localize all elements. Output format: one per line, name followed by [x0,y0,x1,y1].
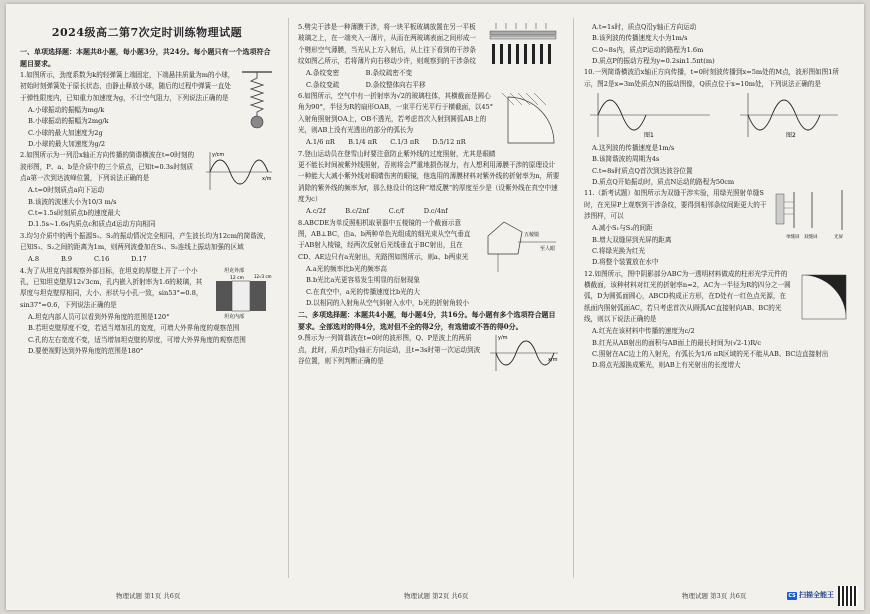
slit-label-screen: 光屏 [834,235,843,241]
question-9: x/m y/m 9.图示为一列简谐波在t=0时的波形图，Q、P是波上的两质点，此时，质点P沿y轴正方向运动，且t=3s时第一次运动到波谷位置，则下列判断正确的是 [298,333,560,367]
slit-label-single: 单缝屏 [786,235,800,241]
svg-text:y/m: y/m [498,335,508,342]
question-3: 3.均匀介质中的两个振源S₁、S₂的振动情况完全相同，产生波长均为12cm的简谐波，已知S₁、S₂之间的距离为1m，则两列波叠加在S₁、S₂连线上振动加强的区域 [20,231,270,251]
q10-option-d: D.质点Q开始振动时，质点N运动的路程为50cm [592,177,735,186]
tank-wall-figure [210,266,274,320]
q4-option-c: C.孔的左右宽度不变，适当增加坦克壁的厚度，可增大外界角度的观察范围 [28,335,246,344]
question-6: 6.如图所示，空气中有一折射率为√2的玻璃柱体，其横截面是圆心角为90°，半径为R的扇形OAB，一束平行光平行于横截面，以45°入射角照射到OA上，OB不透光，若考虑首次入射到圆弧AB上的光，则AB上没有光透出的部分的弧长为 [298,91,560,136]
column-1 [20,22,274,582]
fig1-label: 图1 [644,131,654,139]
column-divider [573,18,574,578]
q12-option-a: A.红光在该材料中传播的速度为c/2 [592,327,695,336]
qr-code-icon [838,586,858,606]
q12-option-c: C.照射在AC边上的入射光，有弧长为1/6 πR区域的光不能从AB、BC边直接射出 [592,349,829,358]
wave-figure-q2 [202,150,274,194]
question-8: 五棱镜 至人眼 8.ABCDE为单反照相机取景器中五棱镜的一个截面示意图，AB⊥BC，由a、b两种单色光组成的细光束从空气垂直于AB射入棱镜，经两次反射后光线垂直于BC射出，且在CD、AE边只有a光射出，光路图如图所示，则a、b两束光 [298,218,560,263]
scanner-watermark: CS 扫描全能王 [788,591,834,599]
column-2 [298,22,560,582]
wave-figure-q9 [486,333,560,373]
q8-option-b: B.b光比a光更容易发生明显的衍射现象 [306,276,420,285]
section-heading-multi-choice: 二、多项选择题：本题共4小题，每小题4分，共16分。每小题有多个选项符合题目要求。全部选对的得4分，选对但不全的得2分，有选错或不答的得0分。 [298,310,556,332]
svg-text:x/m: x/m [548,357,558,364]
question-7: 7.登山运动员在登雪山时要注意防止紫外线的过度照射，尤其是眼睛更不能长时间被紫外线照射，否则将会严重地损伤视力，有人想利用薄膜干涉的原理设计一种能大大减小紫外线对眼睛伤害的眼镜，他选用的薄膜材料对紫外线的折射率为n，所要消除的紫外线的频率为f，那么他设计的这种“增反膜”的厚度至少是（设紫外线在真空中速度为c） [298,149,560,203]
q1-option-c: C.小球的最大加速度为2g [28,128,103,137]
page-footer-1: 物理试题 第1页 共6页 [116,592,181,600]
q10-option-b: B.该简谐波的周期为4s [592,155,660,164]
q10-option-c: C.t=8s时质点Q首次到达波谷位置 [592,166,693,175]
section-heading-single-choice: 一、单项选择题：本题共8小题，每小题3分，共24分。每小题只有一个选项符合题目要求。 [20,46,271,68]
q12-option-d: D.将点光源换成紫光，则AB上有光射出的长度增大 [592,361,741,370]
double-slit-figure [772,188,852,244]
wedge-interference-figure [486,22,560,66]
fig2-label: 图2 [786,131,796,139]
q4-option-d: D.要使视野达到外界角度的范围是180° [28,346,144,355]
question-12: 12.如图所示，图中阴影部分ABC为一透明材料做成的柱形光学元件的横截面，该种材料对红光的折射率n=2，AC为一半径为R的四分之一圆弧，D为圆弧面圆心，ABCD构成正方形，在D处有一红色点光源，在纸面内照射弧面AC，若只考虑首次从圆弧AC直接射向AB、BC的光线，则以下说法正确的是 [584,269,852,326]
q2-option-a: A.t=0时刻质点a向下运动 [28,186,104,195]
column-divider [288,18,289,578]
tank-height-label: 12√3 cm [254,273,272,279]
question-5: 5.劈尖干涉是一种薄膜干涉，将一块平板玻璃放置在另一平板玻璃之上，在一端夹入一薄片，从而在两玻璃表面之间形成一个劈形空气薄膜，当光从上方入射后，从上往下看到的干涉条纹如图乙所示，若将薄片向右移动少许，则观察到的干涉条纹 [298,22,560,67]
q1-option-a: A.小球振动的振幅为mg/k [28,105,105,114]
q2-option-d: D.1.5s~1.6s内质点c和质点d运动方向相同 [28,220,156,229]
q1-option-b: B.小球振动的振幅为2mg/k [28,117,109,126]
question-10: 10.一列简谐横波沿x轴正方向传播，t=0时刻波传播到x=5m处的M点，波形图如图1所示，图2是x=3m处质点N的振动图像，Q质点位于x=10m处，下列说法正确的是 [584,68,840,88]
q8-option-d: D.以相同的入射角从空气斜射入水中，b光的折射角较小 [306,298,470,307]
q4-option-a: A.坦克内部人员可以看到外界角度的范围是120° [28,312,170,321]
pentaprism-figure [478,218,560,274]
question-11: 单缝屏 双缝屏 光屏 11.（新考试题）如图所示为双缝干涉实验，用绿光照射单缝S时，在光屏P上观察到干涉条纹，要得到相邻条纹间距更大的干涉图样，可以 [584,188,852,222]
question-2: x/m y/cm 2.如图所示为一列沿x轴正方向传播的简谐横波在t=0时刻的波形图，P、a、b是介质中的三个质点，已知t=0.3s时刻质点a第一次到达波峰位置，下列说法正确的是 [20,150,274,184]
q9-option-c: C.0~8s内，质点P运动的路程为1.6m [592,45,704,54]
q4-option-b: B.若坦克壁厚度不变，若适当增加孔的宽度，可增大外界角度的观察范围 [28,324,240,333]
tank-width-label: 12 cm [230,275,245,281]
question-4: 坦克外部 12 cm 坦克内部 12√3 cm 4.为了从坦克内部观察外部目标，在坦克的厚壁上开了一个小孔，已知坦克壁厚12√3cm，孔内嵌入折射率为1.6的玻璃，其厚度与坦克壁厚相同，大小、形状与小孔一致，sin53°=0.8，sin37°=0.6，下列说法正确的是 [20,266,274,311]
q6-options: A.1/6 πR B.1/4 πR C.1/3 πR D.5/12 πR [306,138,466,147]
q9-option-b: B.该列波的传播速度大小为1m/s [592,34,688,43]
q9-option-a: A.t=1s时，质点Q沿y轴正方向运动 [592,23,697,31]
svg-text:y/cm: y/cm [212,152,225,159]
q12-option-b: B.红光从AB射出的面积与AB面上的最长时间为(√2-1)R/c [592,338,762,347]
slit-label-double: 双缝屏 [804,235,818,241]
tank-inner-label: 坦克内部 [224,313,245,320]
q5-options-cd: C.条纹变疏 D.条纹整体向右平移 [306,80,426,89]
q10-option-a: A.这列波的传播速度是1m/s [592,143,675,152]
wave-figure-1 [584,91,714,141]
q7-options: A.c/2f B.c/2nf C.c/f D.c/4nf [306,207,448,216]
tank-outer-label: 坦克外部 [224,267,245,274]
exam-sheet [6,4,864,610]
column-3 [584,22,852,582]
q9-option-d: D.质点P的振动方程为y=0.2sin1.5πt(m) [592,56,715,65]
prism-label: 五棱镜 [524,231,540,238]
scanner-logo-icon: CS [788,593,796,599]
page-title: 2024级高二第7次定时训练物理试题 [51,26,243,39]
q1-option-d: D.小球的最大加速度为g/2 [28,139,106,148]
question-1: 1.如图所示，劲度系数为k的轻弹簧上端固定，下端悬挂质量为m的小球，初始时刻弹簧处于原长状态，由静止释放小球，随后的过程中弹簧一直处于弹性限度内，已知重力加速度为g，不计空气阻力，下列说法正确的是 [20,70,274,104]
q5-options-ab: A.条纹变密 B.条纹疏密不变 [306,69,413,78]
q11-option-c: C.将绿光换为红光 [592,246,646,255]
spring-figure [240,70,274,132]
wave-figure-2 [734,91,844,141]
q3-options: A.8 B.9 C.16 D.17 [28,255,147,264]
q11-option-d: D.将整个装置放在水中 [592,258,659,267]
quarter-cylinder-figure [500,91,560,149]
q11-option-b: B.增大双缝屏到光屏的距离 [592,235,672,244]
page-footer-2: 物理试题 第2页 共6页 [404,592,469,600]
svg-text:x/m: x/m [262,176,272,183]
q2-option-c: C.t=1.5s时刻质点b的速度最大 [28,208,121,217]
q10-figures [584,91,852,143]
q2-option-b: B.该波的波速大小为10/3 m/s [28,197,117,206]
quarter-arc-element-figure [796,269,852,325]
q11-option-a: A.减小S₁与S₂的间距 [592,224,653,233]
q8-option-a: A.a光的频率比b光的频率高 [306,264,387,273]
q8-option-c: C.在真空中，a光的传播速度比b光的大 [306,287,420,296]
prism-eye-label: 至人眼 [540,245,556,252]
page-footer-3: 物理试题 第3页 共6页 [682,592,747,600]
